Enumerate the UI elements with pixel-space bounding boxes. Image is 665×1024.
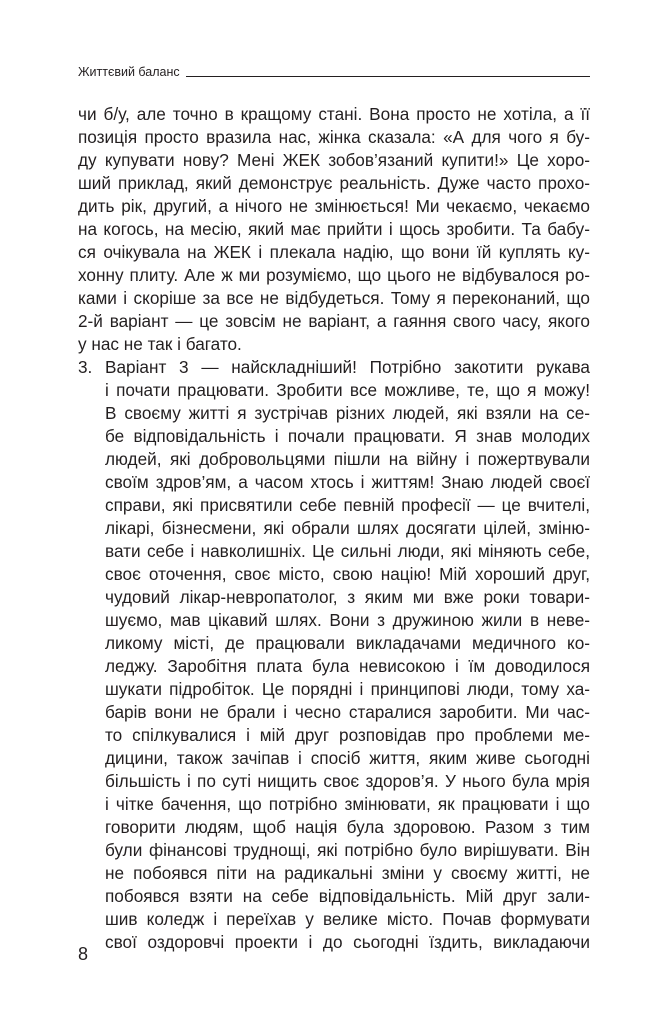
paragraph-line: ками і скоріше за все не відбудеться. Тому я переконаний, що [78,288,590,308]
list-item-line: барів вони не брали і чесно старалися заробити. Ми час- [105,702,590,722]
list-item-line: побоявся взяти на себе відповідальність. Мій друг зали- [105,886,590,906]
list-item-line: бе відповідальність і почали працювати. Я знав молодих [105,426,590,446]
list-item-line: говорити людям, щоб нація була здоровою. Разом з тим [105,817,590,837]
paragraph-line: ший приклад, який демонструє реальність. Дуже часто прохо- [78,173,590,193]
list-item-line: дицини, також зачіпав і спосіб життя, яким живе сьогодні [105,748,590,768]
list-item-number: 3. [78,357,93,377]
list-item-line: леджу. Заробітня плата була невисокою і їм доводилося [105,656,590,676]
paragraph-line: дить рік, другий, а нічого не змінюється! Ми чекаємо, чекаємо [78,196,590,216]
list-item-line: шив коледж і переїхав у велике місто. Почав формувати [105,909,590,929]
paragraph-line: на когось, на месію, який має прийти і щось зробити. Та бабу- [78,219,590,239]
list-item-line: свої оздоровчі проекти і до сьогодні їздить, викладаючи [105,932,590,952]
list-item-line: шуємо, мав цікавий шлях. Вони з дружиною жили в неве- [105,610,590,630]
paragraph-line: ду купувати нову? Мені ЖЕК зобов’язаний купити!» Це хоро- [78,150,590,170]
list-item-line: В своєму житті я зустрічав різних людей, які взяли на се- [105,403,590,423]
list-item-line: і чітке бачення, що потрібно змінювати, як працювати і що [105,794,590,814]
running-head [78,62,590,82]
list-item-line: Варіант 3 — найскладніший! Потрібно закотити рукава [105,357,590,377]
list-item-line: своє оточення, своє місто, свою націю! Мій хороший друг, [105,564,590,584]
paragraph-line: хонну плиту. Але ж ми розуміємо, що цього не відбувалося ро- [78,265,590,285]
page-number: 8 [78,944,89,964]
list-item-line: лікарі, бізнесмени, які обрали шлях досягати цілей, зміню- [105,518,590,538]
list-item-line: шукати підробіток. Це порядні і принципові люди, тому ха- [105,679,590,699]
list-item-line: людей, які добровольцями пішли на війну і пожертвували [105,449,590,469]
paragraph-line: ся очікувала на ЖЕК і плекала надію, що вони їй куплять ку- [78,242,590,262]
paragraph-line: у нас не так і багато. [78,334,242,354]
list-item-line: своїм здров’ям, а часом хтось і життям! Знаю людей своєї [105,472,590,492]
list-item-line: не побоявся піти на радикальні зміни у своєму житті, не [105,863,590,883]
list-item-line: то спілкувалися і мій друг розповідав про проблеми ме- [105,725,590,745]
paragraph-line: чи б/у, але точно в кращому стані. Вона просто не хотіла, а її [78,104,590,124]
list-item-line: і почати працювати. Зробити все можливе, те, що я можу! [105,380,590,400]
list-item-line: чудовий лікар-невропатолог, з яким ми вже роки товари- [105,587,590,607]
list-item-line: більшість і по суті нищить своє здоров’я. У нього була мрія [105,771,590,791]
list-item-line: вати себе і навколишніх. Це сильні люди, які міняють себе, [105,541,590,561]
paragraph-line: позиція просто вразила нас, жінка сказала: «А для чого я бу- [78,127,590,147]
list-item-line: справи, які присвятили себе певній професії — це вчителі, [105,495,590,515]
paragraph-line: 2-й варіант — це зовсім не варіант, а гаяння свого часу, якого [78,311,590,331]
list-item-line: ликому місті, де працювали викладачами медичного ко- [105,633,590,653]
list-item-line: були фінансові труднощі, які потрібно було вирішувати. Він [105,840,590,860]
running-title: Життєвий баланс [78,62,186,82]
